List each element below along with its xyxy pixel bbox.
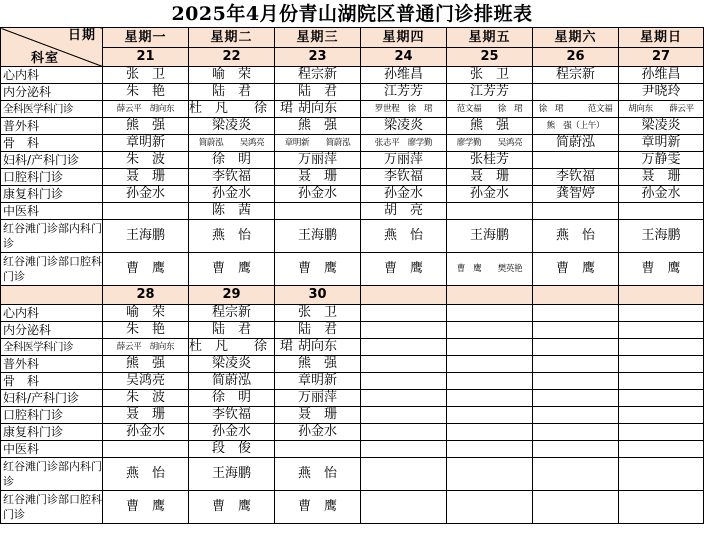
department-label: 红谷滩门诊部口腔科门诊: [1, 491, 103, 524]
schedule-cell: [447, 356, 533, 373]
schedule-cell: 聂 珊: [103, 407, 189, 424]
schedule-cell: [447, 339, 533, 356]
date-cell: 29: [189, 286, 275, 305]
schedule-cell: 段 俊: [189, 441, 275, 458]
schedule-cell: [619, 441, 704, 458]
schedule-cell: [447, 424, 533, 441]
schedule-cell: 燕 怡: [533, 220, 619, 253]
schedule-cell: 王海鹏: [189, 458, 275, 491]
schedule-cell: 万丽萍: [275, 152, 361, 169]
department-label: 普外科: [1, 118, 103, 135]
schedule-cell: [619, 305, 704, 322]
weekday-header: 星期五: [447, 28, 533, 48]
schedule-cell: 简蔚泓: [533, 135, 619, 152]
weekday-header: 星期三: [275, 28, 361, 48]
schedule-cell: 胡向东: [275, 339, 361, 356]
schedule-cell: 喻 荣: [103, 305, 189, 322]
department-label: 红谷滩门诊部口腔科门诊: [1, 253, 103, 286]
date-cell: 27: [619, 48, 704, 67]
schedule-cell: 吴鸿亮: [103, 373, 189, 390]
schedule-cell: [533, 407, 619, 424]
weekday-header: 星期四: [361, 28, 447, 48]
schedule-cell: 陆 君: [189, 84, 275, 101]
schedule-cell: 程宗新: [189, 305, 275, 322]
schedule-cell: [619, 424, 704, 441]
date-cell: [619, 286, 704, 305]
schedule-cell: 朱 波: [103, 152, 189, 169]
schedule-cell: 胡向东 薛云平: [619, 101, 704, 118]
schedule-cell: 杜 凡 徐 珺: [189, 339, 294, 354]
schedule-cell: 曹 鹰: [533, 253, 619, 286]
schedule-cell: [361, 491, 447, 524]
schedule-cell: [103, 203, 189, 220]
schedule-cell: [619, 407, 704, 424]
schedule-cell: 曹 鹰: [103, 253, 189, 286]
schedule-cell: [447, 390, 533, 407]
schedule-cell: [361, 356, 447, 373]
department-label: 妇科/产科门诊: [1, 152, 103, 169]
schedule-cell: [447, 458, 533, 491]
date-cell: [533, 286, 619, 305]
schedule-cell: [619, 322, 704, 339]
schedule-cell: 万静雯: [619, 152, 704, 169]
schedule-cell: [533, 339, 619, 356]
schedule-cell: 梁凌炎: [189, 118, 275, 135]
schedule-cell: 万丽萍: [275, 390, 361, 407]
date-cell: [447, 286, 533, 305]
date-cell: 25: [447, 48, 533, 67]
schedule-cell: 廖学勤 吴鸿亮: [447, 135, 533, 152]
date-cell: 21: [103, 48, 189, 67]
schedule-cell: 曹 鹰: [619, 253, 704, 286]
schedule-cell: [533, 84, 619, 101]
schedule-cell: 范文福 徐 珺: [447, 101, 533, 118]
schedule-cell: 张桂芳: [447, 152, 533, 169]
schedule-cell: 聂 珊: [275, 407, 361, 424]
schedule-cell: 燕 怡: [189, 220, 275, 253]
schedule-cell: [533, 441, 619, 458]
schedule-cell: [619, 356, 704, 373]
schedule-cell: 江芳芳: [361, 84, 447, 101]
schedule-cell: [533, 491, 619, 524]
schedule-cell: [361, 458, 447, 491]
schedule-cell: [619, 458, 704, 491]
schedule-cell: 薛云平 胡向东: [103, 101, 189, 118]
schedule-cell: [533, 390, 619, 407]
schedule-cell: 曹 鹰 樊英艳: [447, 253, 533, 286]
schedule-cell: 熊 强（上午）: [533, 118, 619, 135]
department-label: 康复科门诊: [1, 424, 103, 441]
schedule-cell: [533, 356, 619, 373]
weekday-header: 星期一: [103, 28, 189, 48]
schedule-cell: 孙金水: [189, 424, 275, 441]
schedule-cell: 李钦福: [361, 169, 447, 186]
schedule-cell: 熊 强: [447, 118, 533, 135]
schedule-cell: 孙金水: [103, 424, 189, 441]
department-label: 康复科门诊: [1, 186, 103, 203]
department-label: 红谷滩门诊部内科门诊: [1, 458, 103, 491]
schedule-cell: [533, 322, 619, 339]
schedule-cell: 简蔚泓: [189, 373, 275, 390]
schedule-cell: 王海鹏: [447, 220, 533, 253]
schedule-cell: 胡向东: [275, 101, 361, 118]
schedule-cell: 孙金水: [619, 186, 704, 203]
schedule-cell: 章明新 简蔚泓: [275, 135, 361, 152]
department-label: 口腔科门诊: [1, 169, 103, 186]
schedule-cell: 聂 珊: [619, 169, 704, 186]
schedule-cell: 梁凌炎: [361, 118, 447, 135]
schedule-cell: [361, 390, 447, 407]
schedule-cell: 孙金水: [189, 186, 275, 203]
schedule-cell: [447, 491, 533, 524]
department-label: 骨 科: [1, 135, 103, 152]
schedule-cell: 熊 强: [103, 356, 189, 373]
schedule-cell: 曹 鹰: [189, 253, 275, 286]
schedule-cell: 曹 鹰: [361, 253, 447, 286]
schedule-cell: 罗世程 徐 珺: [361, 101, 447, 118]
schedule-cell: 章明新: [103, 135, 189, 152]
schedule-cell: [447, 407, 533, 424]
schedule-cell: 朱 艳: [103, 84, 189, 101]
schedule-cell: [275, 203, 361, 220]
schedule-cell: 杜 凡 徐 珺: [189, 101, 294, 116]
schedule-cell: 曹 鹰: [189, 491, 275, 524]
schedule-cell: 熊 强: [103, 118, 189, 135]
date-cell: 30: [275, 286, 361, 305]
schedule-cell: 曹 鹰: [275, 253, 361, 286]
schedule-cell: [361, 441, 447, 458]
schedule-cell: 孙金水: [103, 186, 189, 203]
schedule-cell: 聂 珊: [447, 169, 533, 186]
schedule-cell: 王海鹏: [275, 220, 361, 253]
date-cell: [361, 286, 447, 305]
date-cell: 24: [361, 48, 447, 67]
schedule-cell: 孙维昌: [361, 67, 447, 84]
schedule-cell: 程宗新: [533, 67, 619, 84]
schedule-cell: 熊 强: [275, 356, 361, 373]
schedule-cell: [533, 305, 619, 322]
schedule-cell: 燕 怡: [361, 220, 447, 253]
schedule-cell: 喻 荣: [189, 67, 275, 84]
weekday-header: 星期六: [533, 28, 619, 48]
schedule-cell: 陆 君: [275, 322, 361, 339]
schedule-cell: 朱 波: [103, 390, 189, 407]
schedule-cell: [361, 424, 447, 441]
schedule-cell: [447, 441, 533, 458]
schedule-cell: 李钦福: [189, 407, 275, 424]
department-label: 全科医学科门诊: [1, 101, 103, 118]
schedule-cell: 张 卫: [275, 305, 361, 322]
department-label: 骨 科: [1, 373, 103, 390]
schedule-cell: 熊 强: [275, 118, 361, 135]
schedule-cell: [447, 305, 533, 322]
blank-corner: [1, 286, 103, 305]
schedule-cell: [447, 203, 533, 220]
schedule-cell: 陆 君: [275, 84, 361, 101]
schedule-cell: [619, 373, 704, 390]
department-label: 心内科: [1, 305, 103, 322]
page-title: 2025年4月份青山湖院区普通门诊排班表: [171, 3, 533, 25]
schedule-cell: 孙金水: [275, 424, 361, 441]
schedule-cell: 孙维昌: [619, 67, 704, 84]
schedule-cell: [447, 322, 533, 339]
department-label: 内分泌科: [1, 322, 103, 339]
department-label: 中医科: [1, 203, 103, 220]
schedule-cell: 聂 珊: [103, 169, 189, 186]
date-cell: 22: [189, 48, 275, 67]
schedule-cell: 张志平 廖学勤: [361, 135, 447, 152]
date-cell: 26: [533, 48, 619, 67]
schedule-cell: 张 卫: [447, 67, 533, 84]
department-label: 红谷滩门诊部内科门诊: [1, 220, 103, 253]
corner-date-label: 日期: [67, 28, 96, 43]
schedule-cell: [619, 390, 704, 407]
schedule-cell: 江芳芳: [447, 84, 533, 101]
schedule-cell: [361, 322, 447, 339]
schedule-cell: [533, 458, 619, 491]
schedule-cell: 章明新: [619, 135, 704, 152]
schedule-cell: 章明新: [275, 373, 361, 390]
schedule-cell: 简蔚泓 吴鸿亮: [189, 135, 275, 152]
schedule-cell: 曹 鹰: [275, 491, 361, 524]
schedule-cell: 龚智婷: [533, 186, 619, 203]
weekday-header: 星期日: [619, 28, 704, 48]
schedule-cell: 徐 明: [189, 390, 275, 407]
corner-header: [1, 28, 103, 67]
schedule-cell: [533, 203, 619, 220]
schedule-cell: [619, 339, 704, 356]
schedule-cell: 李钦福: [533, 169, 619, 186]
schedule-cell: [103, 441, 189, 458]
department-label: 全科医学科门诊: [1, 339, 103, 356]
schedule-cell: [361, 373, 447, 390]
schedule-cell: 尹晓玲: [619, 84, 704, 101]
schedule-table: [0, 27, 704, 524]
schedule-cell: 程宗新: [275, 67, 361, 84]
schedule-cell: 孙金水: [447, 186, 533, 203]
corner-dept-label: 科室: [31, 51, 60, 66]
schedule-cell: [447, 373, 533, 390]
schedule-cell: 李钦福: [189, 169, 275, 186]
schedule-cell: 徐 明: [189, 152, 275, 169]
date-cell: 23: [275, 48, 361, 67]
date-cell: 28: [103, 286, 189, 305]
schedule-cell: [361, 407, 447, 424]
schedule-cell: [361, 339, 447, 356]
schedule-cell: 孙金水: [275, 186, 361, 203]
schedule-cell: [361, 305, 447, 322]
schedule-cell: [533, 424, 619, 441]
schedule-cell: [619, 491, 704, 524]
schedule-cell: 胡 亮: [361, 203, 447, 220]
schedule-cell: [619, 203, 704, 220]
schedule-cell: 聂 珊: [275, 169, 361, 186]
schedule-cell: 梁凌炎: [189, 356, 275, 373]
schedule-cell: 朱 艳: [103, 322, 189, 339]
schedule-cell: 燕 怡: [103, 458, 189, 491]
schedule-cell: 张 卫: [103, 67, 189, 84]
weekday-header: 星期二: [189, 28, 275, 48]
department-label: 普外科: [1, 356, 103, 373]
schedule-cell: 孙金水: [361, 186, 447, 203]
schedule-cell: 万丽萍: [361, 152, 447, 169]
schedule-cell: 王海鹏: [619, 220, 704, 253]
department-label: 内分泌科: [1, 84, 103, 101]
department-label: 心内科: [1, 67, 103, 84]
schedule-cell: 陈 茜: [189, 203, 275, 220]
schedule-cell: 曹 鹰: [103, 491, 189, 524]
schedule-cell: 徐 珺 范文福: [533, 101, 619, 118]
schedule-cell: 陆 君: [189, 322, 275, 339]
schedule-cell: [533, 373, 619, 390]
schedule-cell: 薛云平 胡向东: [103, 339, 189, 356]
schedule-cell: 梁凌炎: [619, 118, 704, 135]
department-label: 口腔科门诊: [1, 407, 103, 424]
schedule-cell: 燕 怡: [275, 458, 361, 491]
department-label: 妇科/产科门诊: [1, 390, 103, 407]
schedule-cell: [533, 152, 619, 169]
schedule-cell: 王海鹏: [103, 220, 189, 253]
department-label: 中医科: [1, 441, 103, 458]
schedule-cell: [275, 441, 361, 458]
